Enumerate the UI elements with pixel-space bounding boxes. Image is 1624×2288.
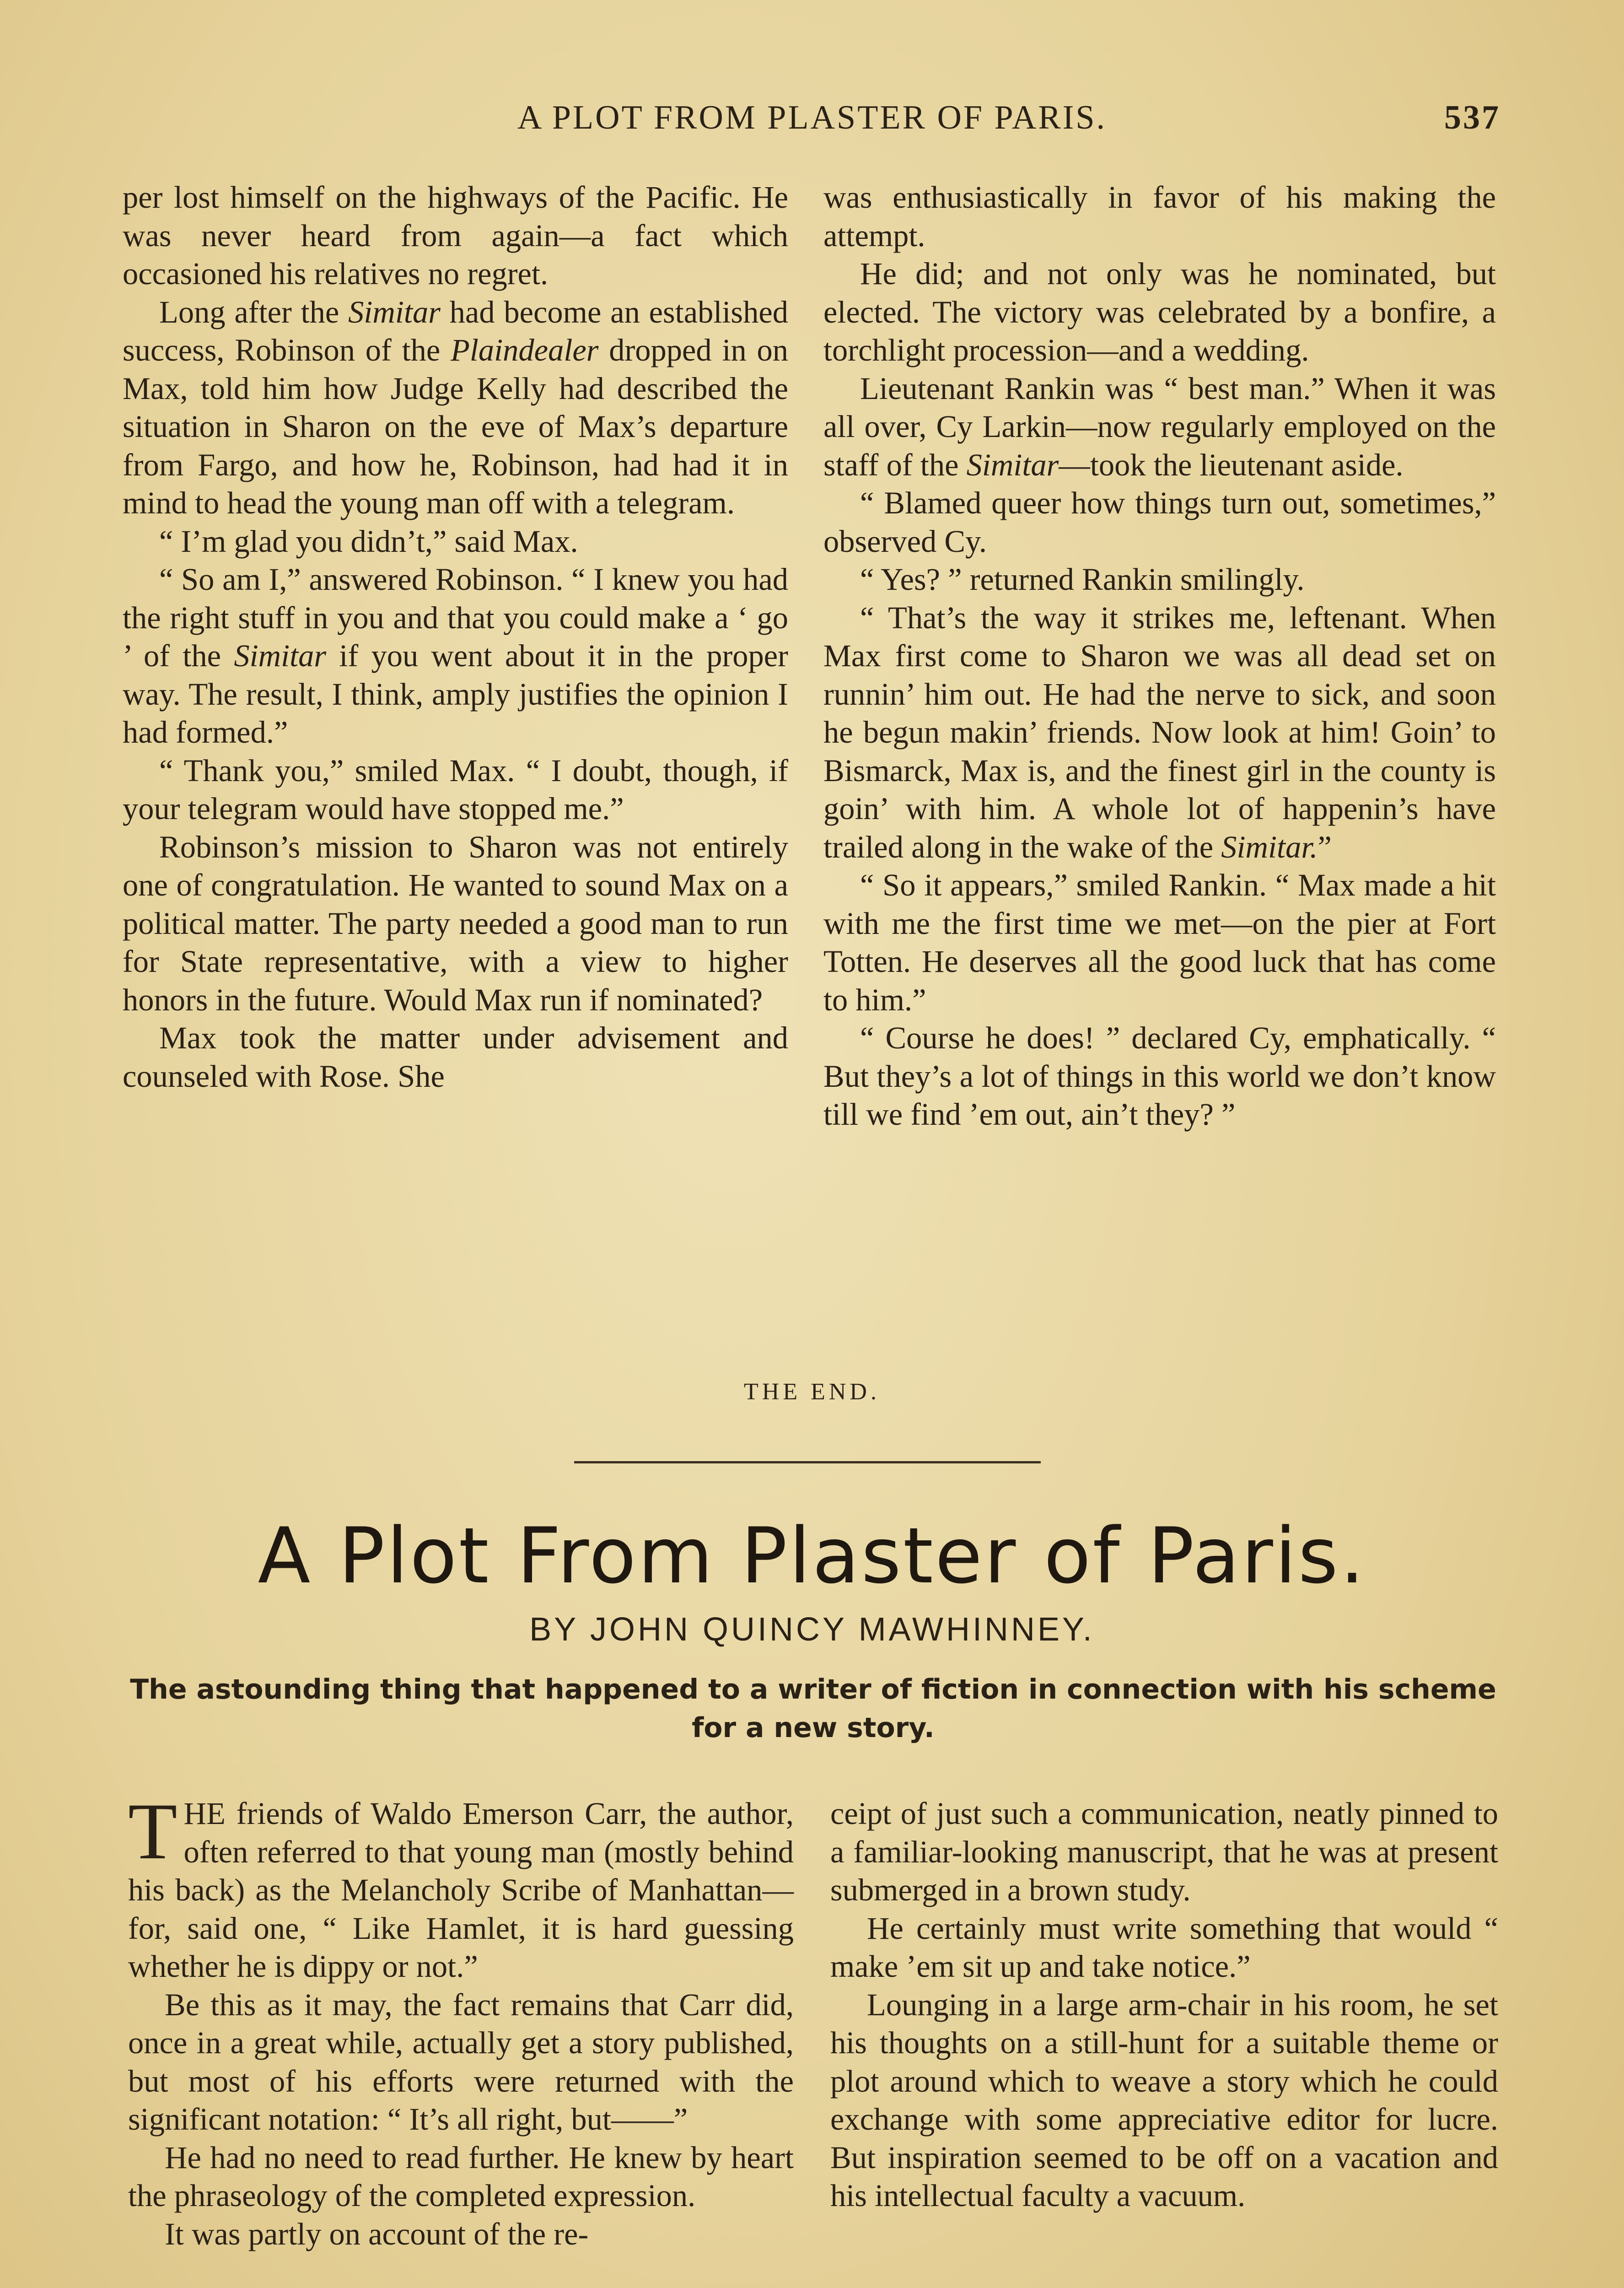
paragraph: “ So it appears,” smiled Rankin. “ Max made a hit with me the first time we met—on the pier at Fort Totten. He deserves all the good luck that has come to him.” [823,868,1496,1017]
paragraph: “ I’m glad you didn’t,” said Max. [159,523,578,559]
the-end-mark: THE END. [744,1379,880,1405]
previous-story-column-1 [123,178,788,1095]
paragraph: He had no need to read further. He knew by heart the phraseology of the completed expression. [128,2140,794,2213]
previous-story-column-2 [823,178,1496,1134]
paragraph: “ So am I,” answered Robinson. “ I knew you had the right stuff in you and that you could make a ‘ go ’ of the Simitar if you went about it in the proper way. The result, I think, amply justifies the opinion I had formed.” [123,562,788,750]
paragraph: Max took the matter under advisement and counseled with Rose. She [123,1020,788,1094]
paragraph: “ That’s the way it strikes me, leftenant. When Max first come to Sharon we was all dead set on runnin’ him out. He had the nerve to sick, and soon he begun makin’ friends. Now look at him! Goin’ to Bismarck, Max is, and the finest girl in the county is goin’ with him. A whole lot of happenin’s have trailed along in the wake of the Simitar.” [823,600,1496,864]
paragraph: was enthusiastically in favor of his making the attempt. [823,180,1496,253]
story-byline: BY JOHN QUINCY MAWHINNEY. [529,1611,1095,1648]
paragraph: “ Blamed queer how things turn out, sometimes,” observed Cy. [823,486,1496,559]
story-summary: The astounding thing that happened to a writer of fiction in connection with his scheme for a new story. [130,1673,1496,1744]
paragraph: Be this as it may, the fact remains that Carr did, once in a great while, actually get a story published, but most of his efforts were returned with the significant notation: “ It’s all right, but——” [128,1987,794,2137]
paragraph: Lounging in a large arm-chair in his room, he set his thoughts on a still-hunt for a suitable theme or plot around which to weave a story which he could exchange with some appreciative editor for lucre. But inspiration seemed to be off on a vacation and his intellectual faculty a vacuum. [830,1987,1498,2213]
paragraph: It was partly on account of the re- [165,2216,589,2251]
story-column-1 [128,1787,794,2253]
first-paragraph-text: HE friends of Waldo Emerson Carr, the author, often referred to that young man (mostly behind his back) as the Melancholy Scribe of Manhattan—for, said one, “ Like Hamlet, it is hard guessing whether he is dippy or not.” [128,1796,794,1984]
running-head [124,98,1500,144]
paragraph: “ Thank you,” smiled Max. “ I doubt, though, if your telegram would have stopped me.” [123,753,788,826]
paragraph: He did; and not only was he nominated, but elected. The victory was celebrated by a bonfire, a torchlight procession—and a wedding. [823,256,1496,367]
paragraph: Robinson’s mission to Sharon was not entirely one of congratulation. He wanted to sound Max on a political matter. The party needed a good man to run for State representative, with a view to higher honors in the future. Would Max run if nominated? [123,829,788,1017]
story-first-paragraph [128,1787,794,1986]
running-title: A PLOT FROM PLASTER OF PARIS. [517,99,1107,136]
section-divider [574,1461,1041,1463]
paragraph: He certainly must write something that would “ make ’em sit up and take notice.” [830,1910,1498,1984]
paragraph: “ Course he does! ” declared Cy, emphatically. “ But they’s a lot of things in this world we don’t know till we find ’em out, ain’t they? ” [823,1020,1496,1132]
page-number: 537 [1444,99,1500,136]
paragraph: ceipt of just such a communication, neatly pinned to a familiar-looking manuscript, that he was at present submerged in a brown study. [830,1796,1498,1907]
paragraph: “ Yes? ” returned Rankin smilingly. [860,562,1305,597]
paragraph: per lost himself on the highways of the Pacific. He was never heard from again—a fact which occasioned his relatives no regret. [123,180,788,291]
story-title: A Plot From Plaster of Paris. [258,1511,1366,1601]
drop-cap: T [128,1787,177,1876]
paragraph: Long after the Simitar had become an established success, Robinson of the Plaindealer dropped in on Max, told him how Judge Kelly had described the situation in Sharon on the eve of Max’s departure from Fargo, and how he, Robinson, had had it in mind to head the young man off with a telegram. [123,294,789,520]
paragraph: Lieutenant Rankin was “ best man.” When it was all over, Cy Larkin—now regularly employed on the staff of the Simitar—took the lieutenant aside. [823,371,1496,482]
story-column-1-body [128,1986,794,2254]
story-column-2 [830,1795,1498,2215]
